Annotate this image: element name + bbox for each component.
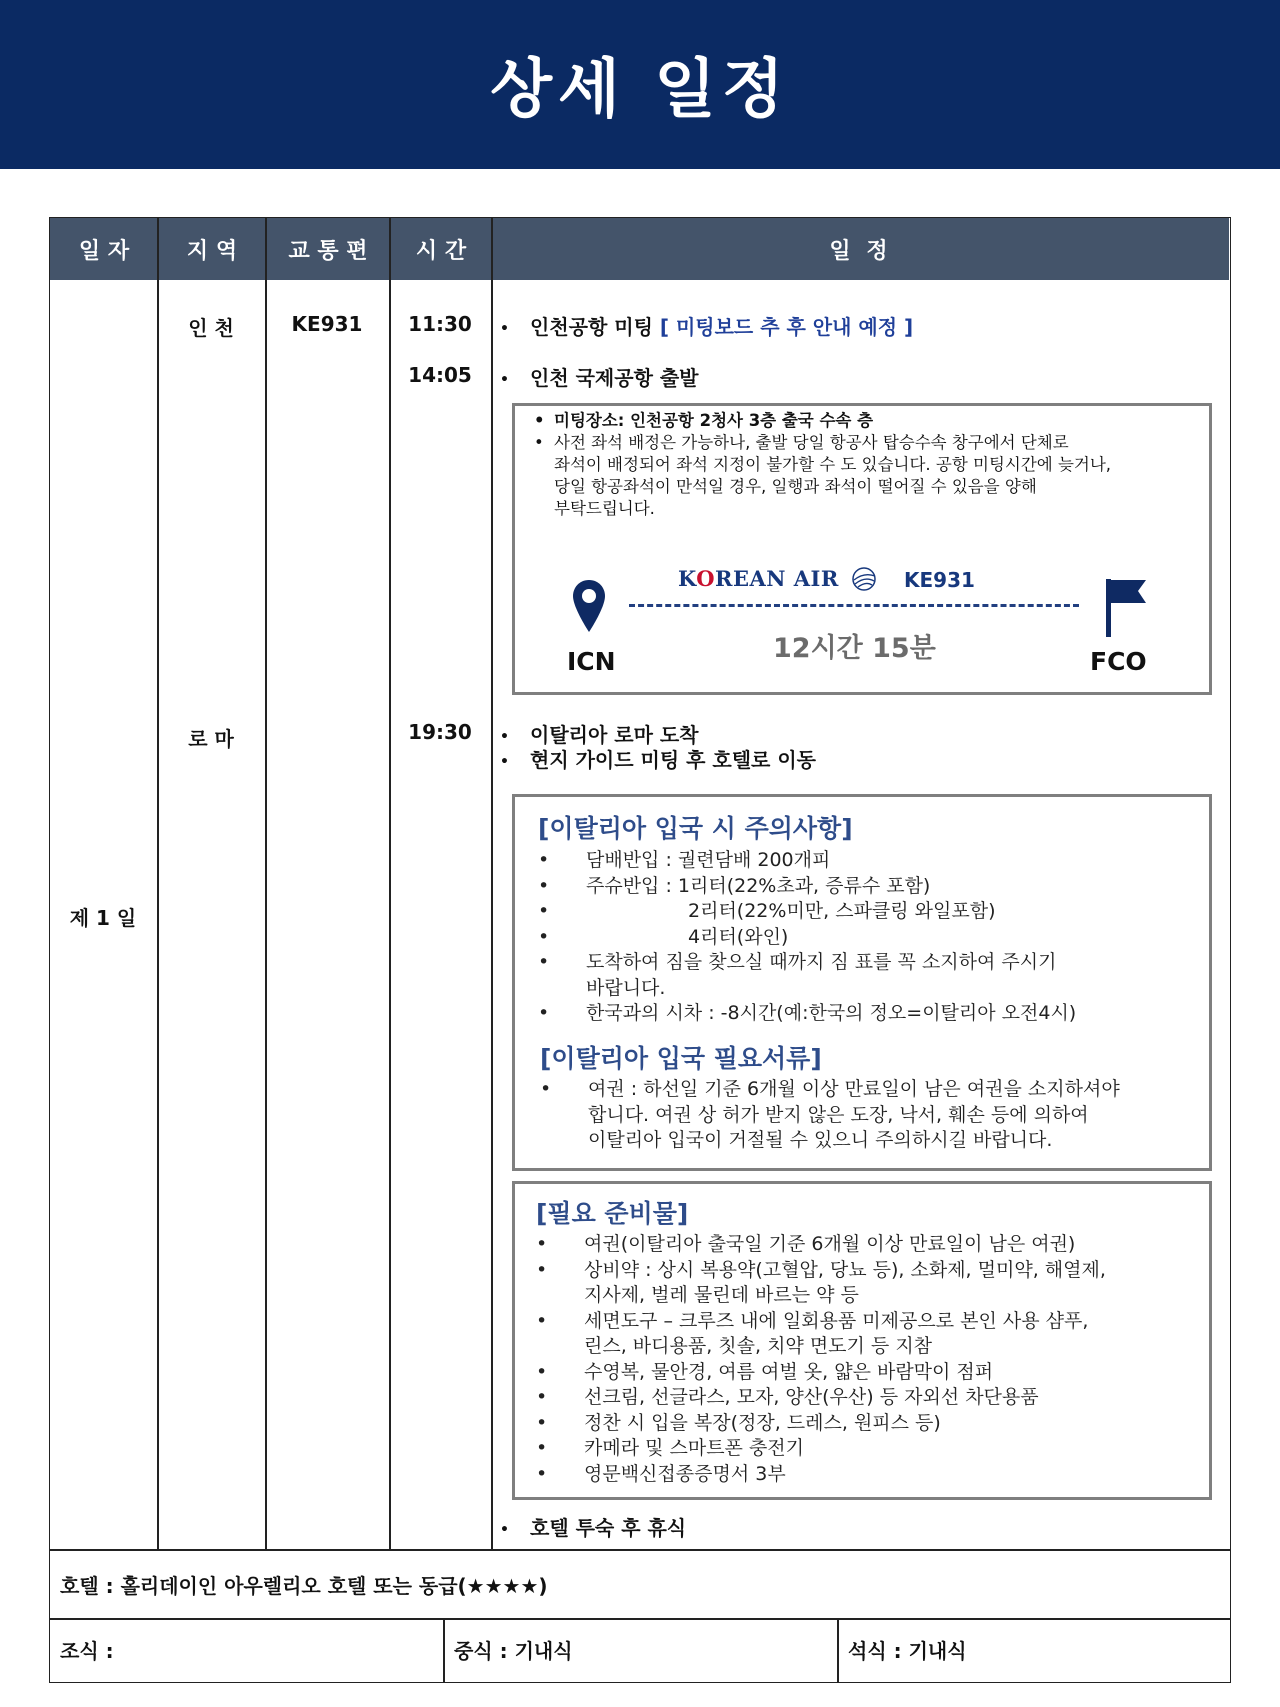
- time-meeting: 11:30: [408, 312, 472, 336]
- list-item: • 한국과의 시차 : -8시간(예:한국의 정오=이탈리아 오전4시): [538, 1001, 1198, 1027]
- location-pin-icon: [571, 578, 607, 638]
- list-item: • 여권 : 하선일 기준 6개월 이상 만료일이 남은 여권을 소지하셔야 합니다. 여권 상 허가 받지 않은 도장, 낙서, 훼손 등에 의하여 이탈리아 입국이 거절될 수 있으니 주의하시길 바랍니다.: [540, 1077, 1208, 1154]
- hotel-info: 호텔 : 홀리데이인 아우렐리오 호텔 또는 동급(★★★★): [60, 1574, 548, 1598]
- schedule-item-text: 현지 가이드 미팅 후 호텔로 이동: [530, 748, 816, 772]
- header-region: 지 역: [158, 218, 266, 280]
- region-rome: 로 마: [188, 727, 234, 751]
- entry-docs-title: [이탈리아 입국 필요서류]: [540, 1044, 822, 1073]
- list-item: • 수영복, 물안경, 여름 여벌 옷, 얇은 바람막이 점퍼: [536, 1360, 1206, 1386]
- origin-airport-code: ICN: [567, 647, 616, 676]
- column-divider: [443, 1618, 445, 1682]
- column-divider: [837, 1618, 839, 1682]
- schedule-item: • 이탈리아 로마 도착: [500, 723, 699, 747]
- list-item: • 카메라 및 스마트폰 충전기: [536, 1436, 1206, 1462]
- schedule-item-text: 인천 국제공항 출발: [530, 366, 699, 390]
- page-title: 상세 일정: [490, 53, 790, 127]
- list-item: • 주슈반입 : 1리터(22%초과, 증류수 포함): [538, 874, 1198, 900]
- schedule-item: • 인천공항 미팅 [ 미팅보드 추 후 안내 예정 ]: [500, 315, 914, 339]
- header-schedule: 일 정: [492, 218, 1229, 280]
- flight-route-line: [629, 604, 1079, 607]
- destination-flag-icon: [1104, 577, 1148, 643]
- flight-duration: 12시간 15분: [773, 633, 936, 664]
- meal-dinner: 석식 : 기내식: [848, 1639, 967, 1663]
- schedule-item: • 현지 가이드 미팅 후 호텔로 이동: [500, 748, 816, 772]
- title-banner: [0, 0, 1280, 169]
- schedule-item-text: 인천공항 미팅: [530, 315, 653, 339]
- region-incheon: 인 천: [188, 316, 234, 340]
- meeting-place: • 미팅장소: 인천공항 2청사 3층 출국 수속 층: [527, 410, 1207, 432]
- flight-number: KE931: [904, 568, 975, 592]
- schedule-item: • 호텔 투숙 후 휴식: [500, 1516, 687, 1540]
- list-item: • 상비약 : 상시 복용약(고혈압, 당뇨 등), 소화제, 멀미약, 해열제, 지사제, 벌레 물린데 바르는 약 등: [536, 1258, 1206, 1309]
- time-departure: 14:05: [408, 363, 472, 387]
- list-item: • 도착하여 짐을 찾으실 때까지 짐 표를 꼭 소지하여 주시기 바랍니다.: [538, 950, 1198, 1001]
- destination-airport-code: FCO: [1090, 647, 1147, 676]
- day-label: 제 1 일: [69, 906, 137, 930]
- header-time: 시 간: [390, 218, 492, 280]
- entry-info-box: [512, 794, 1212, 1171]
- schedule-item-text: 호텔 투숙 후 휴식: [530, 1516, 687, 1540]
- meal-lunch: 중식 : 기내식: [454, 1639, 573, 1663]
- column-divider: [491, 218, 493, 1550]
- transport-flight: KE931: [291, 312, 363, 336]
- list-item: • 영문백신접종증명서 3부: [536, 1462, 1206, 1488]
- airline-emblem-icon: [850, 566, 878, 596]
- prep-title: [필요 준비물]: [536, 1199, 689, 1228]
- time-arrival: 19:30: [408, 720, 472, 744]
- schedule-item-text: 이탈리아 로마 도착: [530, 723, 699, 747]
- header-date: 일 자: [50, 218, 158, 280]
- list-item: • 담배반입 : 궐련담배 200개피: [538, 848, 1198, 874]
- prep-box: [512, 1181, 1212, 1500]
- entry-notes-title: [이탈리아 입국 시 주의사항]: [538, 814, 853, 843]
- row-divider: [50, 1549, 1230, 1551]
- list-item: • 4리터(와인): [538, 925, 1198, 951]
- list-item: • 2리터(22%미만, 스파클링 와일포함): [538, 899, 1198, 925]
- meeting-board-note: [ 미팅보드 추 후 안내 예정 ]: [659, 315, 914, 339]
- row-divider: [50, 1618, 1230, 1620]
- list-item: • 여권(이탈리아 출국일 기준 6개월 이상 만료일이 남은 여권): [536, 1232, 1206, 1258]
- column-divider: [157, 218, 159, 1550]
- airline-logo: KOREAN AIR: [678, 566, 839, 591]
- seat-notice: • 사전 좌석 배정은 가능하나, 출발 당일 항공사 탑승수속 창구에서 단체로 좌석이 배정되어 좌석 지정이 불가할 수 도 있습니다. 공항 미팅시간에 늦거나, 당일 항공좌석이 만석일 경우, 일행과 좌석이 떨어질 수 있음을 양해 부탁드립니다.: [527, 432, 1207, 520]
- meal-breakfast: 조식 :: [60, 1639, 114, 1663]
- schedule-item: • 인천 국제공항 출발: [500, 366, 699, 390]
- header-transport: 교 통 편: [266, 218, 390, 280]
- column-divider: [389, 218, 391, 1550]
- list-item: • 정찬 시 입을 복장(정장, 드레스, 원피스 등): [536, 1411, 1206, 1437]
- list-item: • 선크림, 선글라스, 모자, 양산(우산) 등 자외선 차단용품: [536, 1385, 1206, 1411]
- list-item: • 세면도구 – 크루즈 내에 일회용품 미제공으로 본인 사용 샴푸, 린스, 바디용품, 칫솔, 치약 면도기 등 지참: [536, 1309, 1206, 1360]
- column-divider: [265, 218, 267, 1550]
